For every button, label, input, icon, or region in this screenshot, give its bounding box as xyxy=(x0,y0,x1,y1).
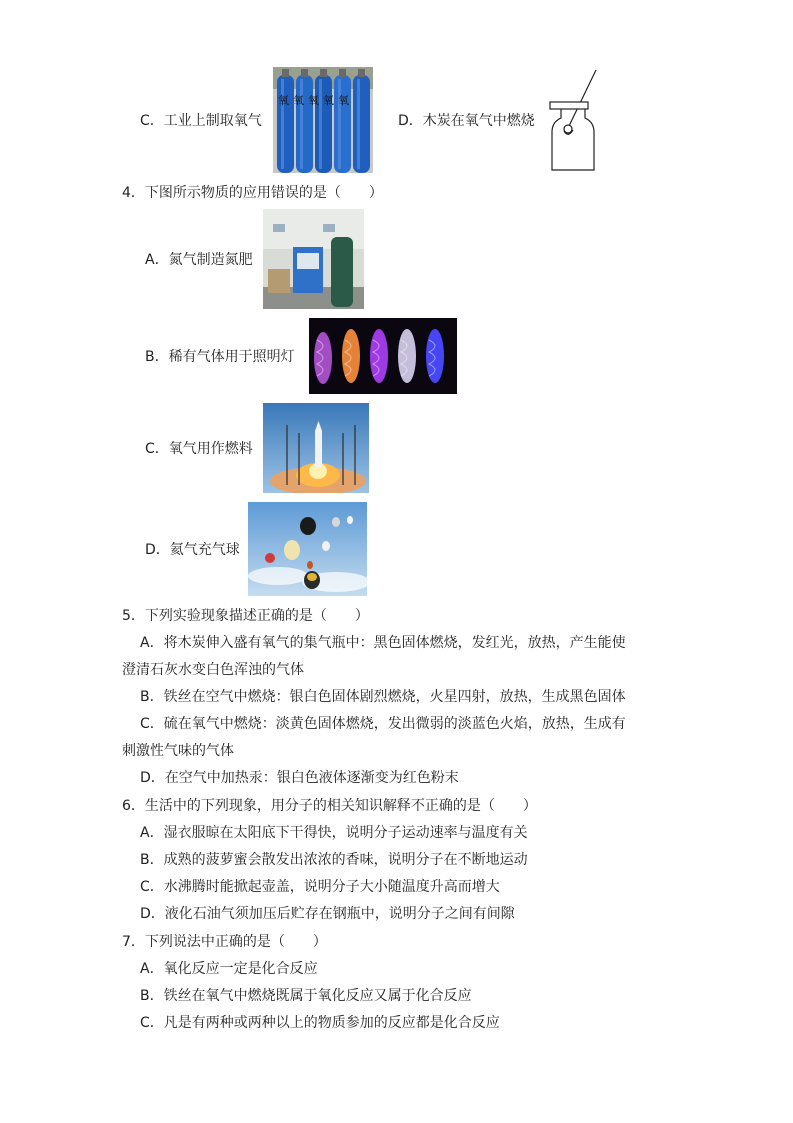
q6-option-c: C．水沸腾时能掀起壶盖，说明分子大小随温度升高而增大 xyxy=(140,879,500,895)
charcoal-bottle-diagram xyxy=(545,68,601,174)
q5-option-c-line2: 刺激性气味的气体 xyxy=(122,743,234,759)
q6-option-a: A．湿衣服晾在太阳底下干得快，说明分子运动速率与温度有关 xyxy=(140,825,528,841)
q4-option-a: A．氮气制造氮肥 xyxy=(145,252,253,268)
q5-option-a-line2: 澄清石灰水变白色浑浊的气体 xyxy=(122,662,304,678)
q6-option-b: B．成熟的菠萝蜜会散发出浓浓的香味，说明分子在不断地运动 xyxy=(140,852,528,868)
q5-stem: 5．下列实验现象描述正确的是（ ） xyxy=(122,608,369,624)
q4-stem: 4．下图所示物质的应用错误的是（ ） xyxy=(122,185,383,201)
q6-stem: 6．生活中的下列现象，用分子的相关知识解释不正确的是（ ） xyxy=(122,798,537,814)
q7-option-a: A．氧化反应一定是化合反应 xyxy=(140,961,318,977)
q6-option-d: D．液化石油气须加压后贮存在钢瓶中，说明分子之间有间隙 xyxy=(140,906,515,922)
q7-option-c: C．凡是有两种或两种以上的物质参加的反应都是化合反应 xyxy=(140,1015,500,1031)
oxygen-cylinders-image xyxy=(273,67,373,173)
q5-option-c-line1: C．硫在氧气中燃烧：淡黄色固体燃烧，发出微弱的淡蓝色火焰，放热，生成有 xyxy=(140,716,626,732)
cylinder-label: 氧氧氧氧氧 xyxy=(278,94,353,107)
q4-option-c: C．氧气用作燃料 xyxy=(145,441,253,457)
q3-option-d: D．木炭在氧气中燃烧 xyxy=(398,113,535,129)
q5-option-a-line1: A．将木炭伸入盛有氧气的集气瓶中：黑色固体燃烧，发红光，放热，产生能使 xyxy=(140,635,626,651)
q7-option-b: B．铁丝在氧气中燃烧既属于氧化反应又属于化合反应 xyxy=(140,988,472,1004)
q5-option-b: B．铁丝在空气中燃烧：银白色固体剧烈燃烧，火星四射，放热，生成黑色固体 xyxy=(140,689,626,705)
nitrogen-equipment-image xyxy=(263,209,364,309)
rocket-launch-image xyxy=(263,403,369,493)
q3-option-c: C．工业上制取氧气 xyxy=(140,113,262,129)
q4-option-d: D．氦气充气球 xyxy=(145,542,240,558)
neon-lamps-image xyxy=(309,318,457,394)
hot-air-balloons-image xyxy=(248,502,367,596)
q4-option-b: B．稀有气体用于照明灯 xyxy=(145,349,295,365)
q5-option-d: D．在空气中加热汞：银白色液体逐渐变为红色粉末 xyxy=(140,770,459,786)
q7-stem: 7．下列说法中正确的是（ ） xyxy=(122,934,327,950)
